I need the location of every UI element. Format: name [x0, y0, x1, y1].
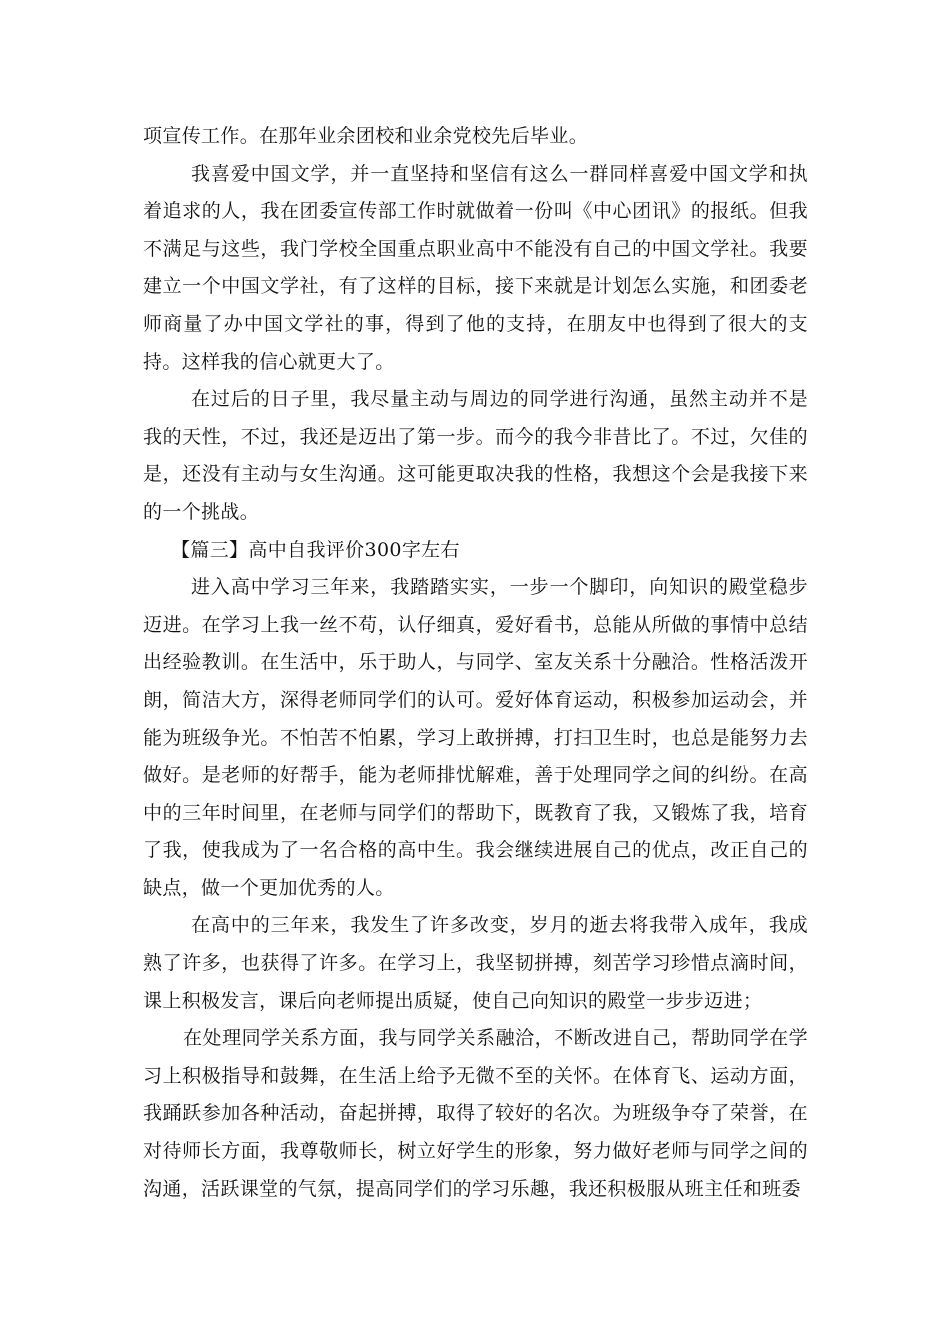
paragraph-relationships: 在处理同学关系方面，我与同学关系融洽，不断改进自己，帮助同学在学习上积极指导和鼓舞，在生活上给予无微不至的关怀。在体育飞、运动方面，我踊跃参加各种活动，奋起拼搏，取得了较好的名次。为班级争夺了荣誉，在对待师长方面，我尊敬师长，树立好学生的形象，努力做好老师与同学之间的沟通，活跃课堂的气氛，提高同学们的学习乐趣，我还积极服从班主任和班委 — [143, 1027, 808, 1200]
section-heading: 【篇三】高中自我评价300字左右 — [171, 538, 460, 561]
document-body — [143, 118, 808, 1208]
paragraph-continuation: 项宣传工作。在那年业余团校和业余党校先后毕业。 — [143, 125, 589, 147]
paragraph-literature-club: 我喜爱中国文学，并一直坚持和坚信有这么一群同样喜爱中国文学和执着追求的人，我在团委宣传部工作时就做着一份叫《中心团讯》的报纸。但我不满足与这些，我门学校全国重点职业高中不能没有自己的中国文学社。我要建立一个中国文学社，有了这样的目标，接下来就是计划怎么实施，和团委老师商量了办中国文学社的事，得到了他的支持，在朋友中也得到了很大的支持。这样我的信心就更大了。 — [143, 162, 808, 373]
paragraph-communication: 在过后的日子里，我尽量主动与周边的同学进行沟通，虽然主动并不是我的天性，不过，我还是迈出了第一步。而今的我今非昔比了。不过，欠佳的是，还没有主动与女生沟通。这可能更取决我的性格，我想这个会是我接下来的一个挑战。 — [143, 388, 808, 523]
paragraph-three-years: 进入高中学习三年来，我踏踏实实，一步一个脚印，向知识的殿堂稳步迈进。在学习上我一丝不苟，认仔细真，爱好看书，总能从所做的事情中总结出经验教训。在生活中，乐于助人，与同学、室友关系十分融洽。性格活泼开朗，简洁大方，深得老师同学们的认可。爱好体育运动，积极参加运动会，并能为班级争光。不怕苦不怕累，学习上敢拼搏，打扫卫生时，也总是能努力去做好。是老师的好帮手，能为老师排忧解难，善于处理同学之间的纠纷。在高中的三年时间里，在老师与同学们的帮助下，既教育了我，又锻炼了我，培育了我，使我成为了一名合格的高中生。我会继续进展自己的优点，改正自己的缺点，做一个更加优秀的人。 — [143, 576, 808, 899]
paragraph-changes: 在高中的三年来，我发生了许多改变，岁月的逝去将我带入成年，我成熟了许多，也获得了许多。在学习上，我坚韧拼搏，刻苦学习珍惜点滴时间，课上积极发言，课后向老师提出质疑，使自己向知识的殿堂一步步迈进； — [143, 914, 808, 1012]
